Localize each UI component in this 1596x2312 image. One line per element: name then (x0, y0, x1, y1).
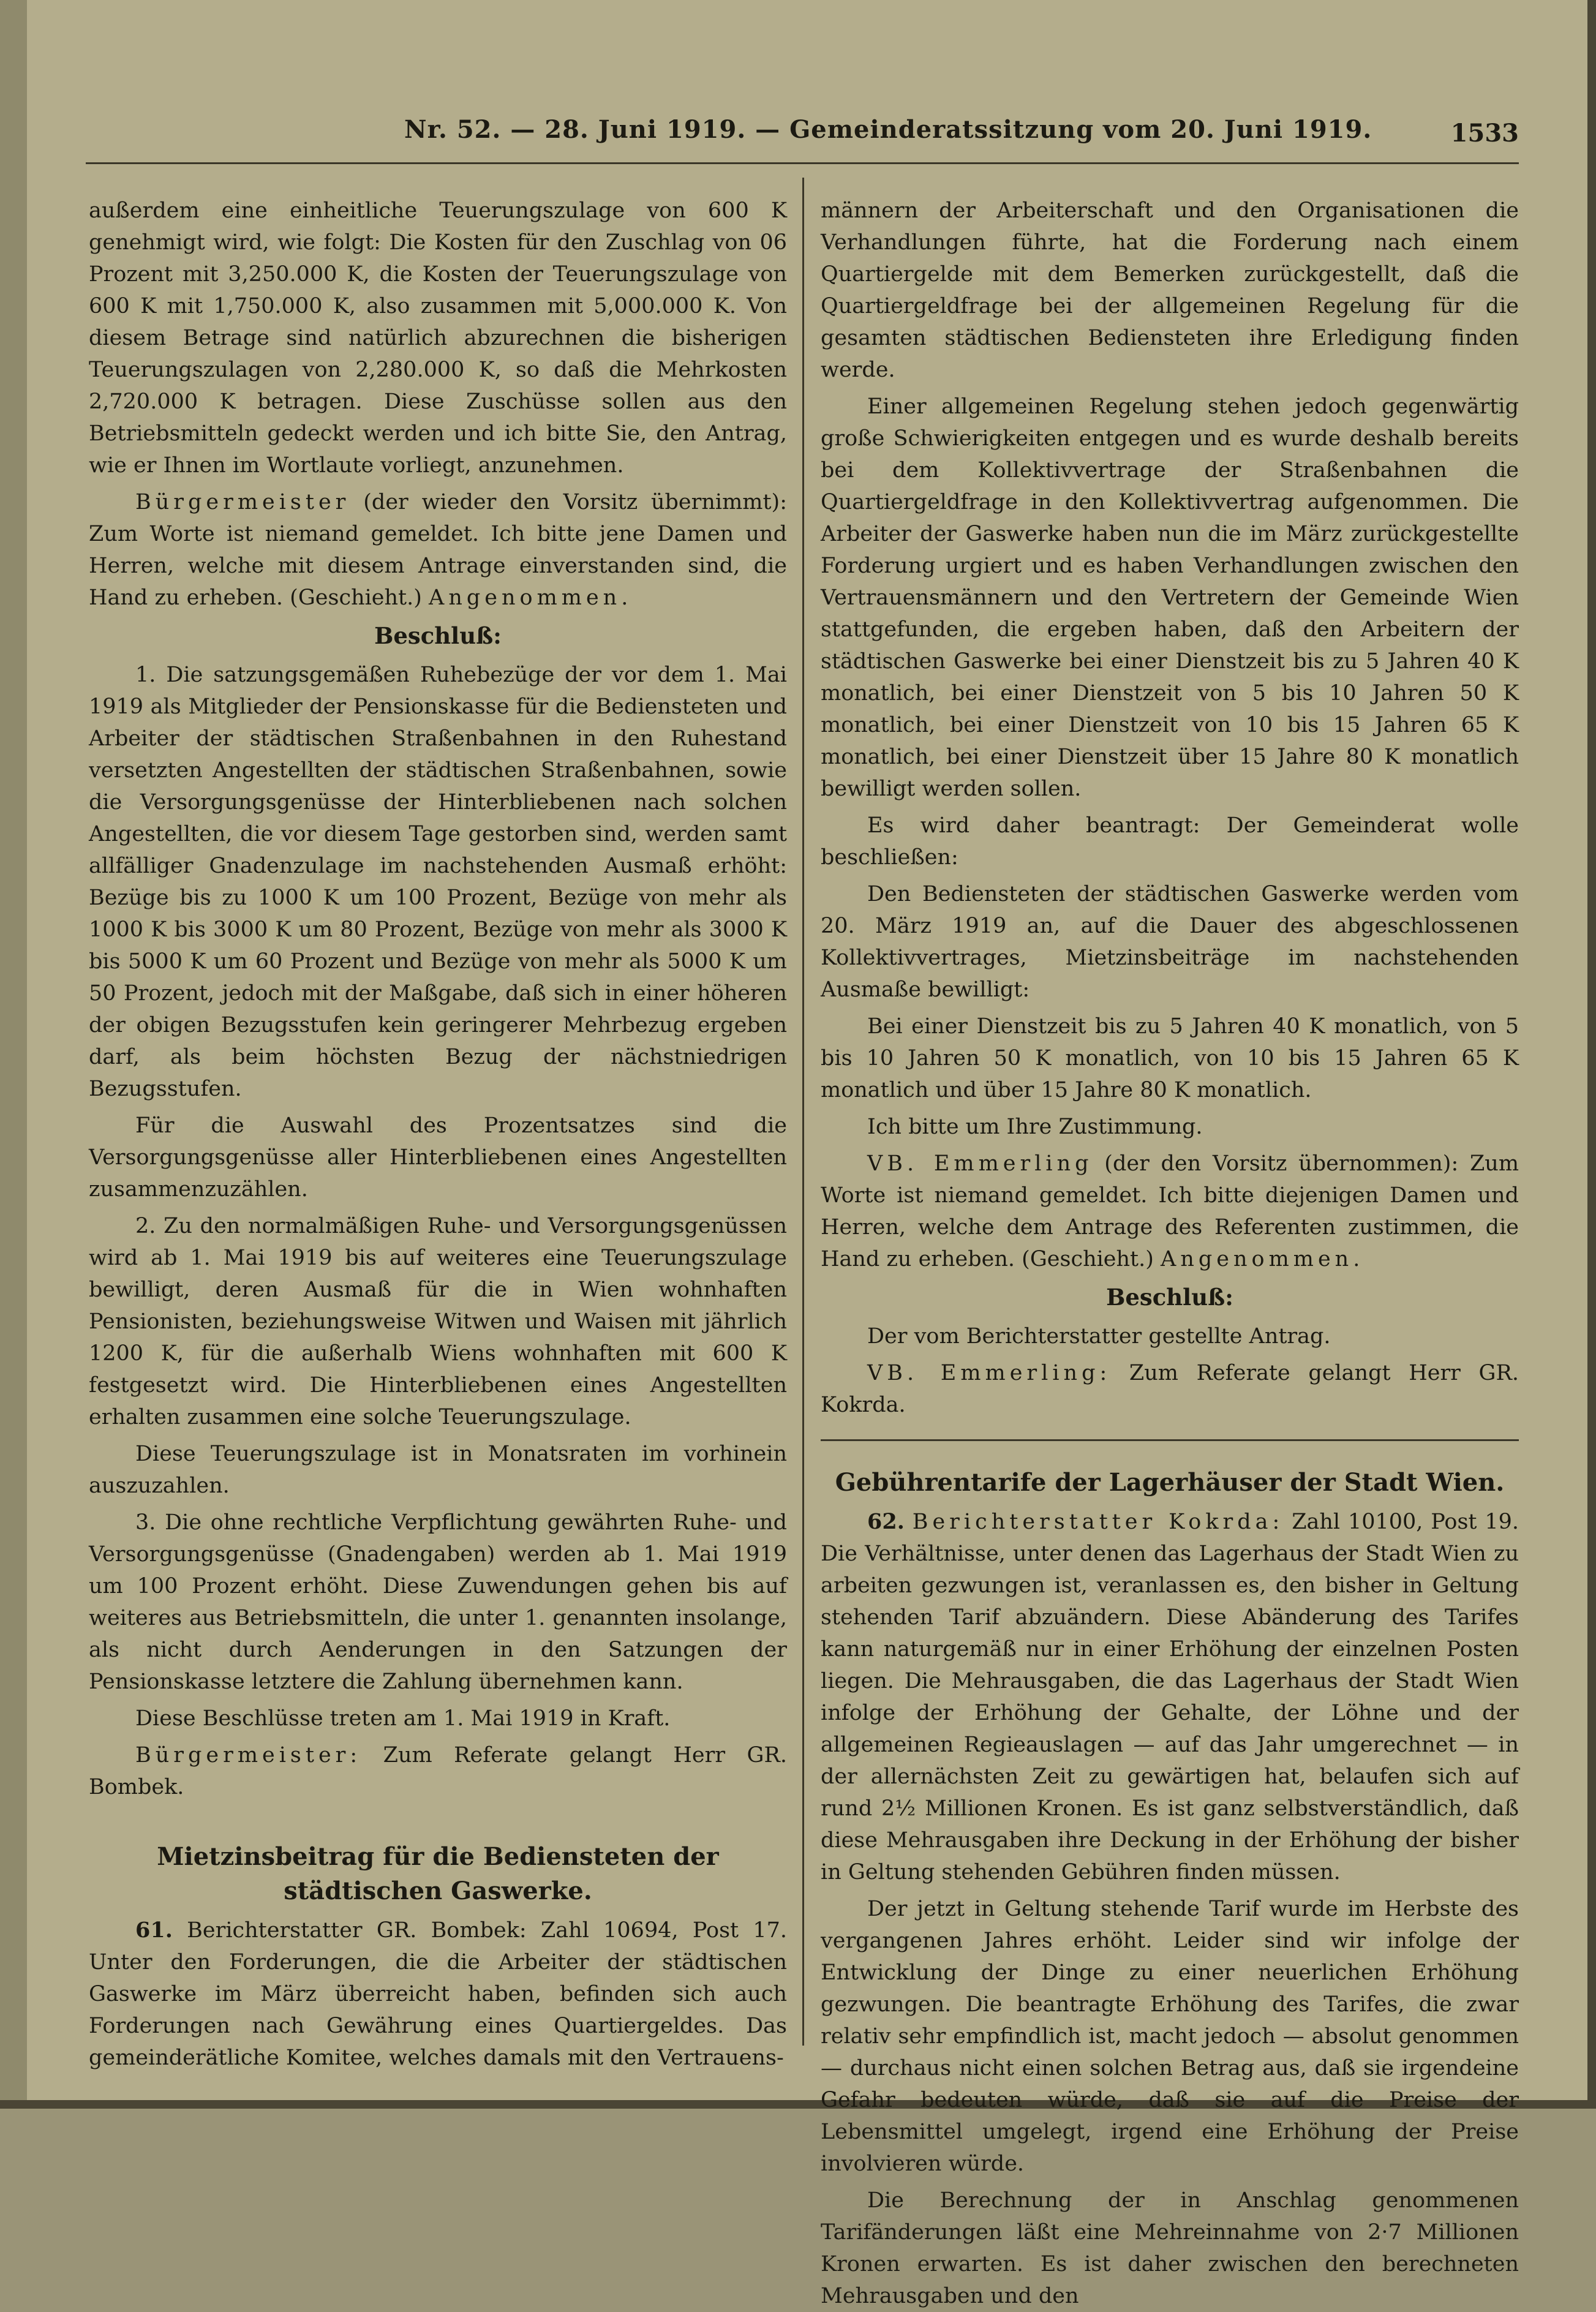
speech: Zahl 10100, Post 19. Die Verhältnisse, unter denen das Lagerhaus der Stadt Wien zu arbeiten gezwungen ist, veranlassen es, den bisher in Geltung stehenden Tarif abzuändern. Diese Abänderung des Tarifes kann naturgemäß nur in einer Erhöhung der einzelnen Posten liegen. Die Mehrausgaben, die das Lagerhaus der Stadt Wien infolge der Erhöhung der Gehalte, der Löhne und der allgemeinen Regieauslagen — auf das Jahr umgerechnet — in der allernächsten Zeit zu gewärtigen hat, belaufen sich auf rund 2½ Millionen Kronen. Es ist ganz selbstverständlich, daß diese Mehrausgaben ihre Deckung in der Erhöhung der bisher in Geltung stehenden Gebühren finden müssen. (821, 1510, 1519, 1885)
section-title: Gebührentarife der Lagerhäuser der Stadt Wien. (835, 1468, 1505, 1497)
beschluss-heading: Beschluß: (374, 622, 502, 649)
speech: (der wieder den Vorsitz übernimmt): Zum Worte ist niemand gemeldet. Ich bitte jene Damen und Herren, welche mit diesem Antrage einverstanden sind, die Hand zu erheben. (Geschieht.) (89, 490, 787, 610)
speech: (der den Vorsitz übernommen): Zum Worte ist niemand gemeldet. Ich bitte diejenigen Damen und Herren, welche dem Antrage des Referenten zustimmen, die Hand zu erheben. (Geschieht.) (821, 1151, 1519, 1271)
right-column (821, 195, 1519, 2308)
left-column (89, 195, 788, 2070)
section-title: Mietzinsbeitrag für die Bediensteten der städtischen Gaswerke. (157, 1842, 719, 1905)
paragraph: Für die Auswahl des Prozentsatzes sind die Versorgungsgenüsse aller Hinterbliebenen eines Angestellten zusammenzuzählen. (89, 1113, 787, 1202)
beschluss-heading: Beschluß: (1106, 1284, 1233, 1311)
paragraph (89, 486, 787, 614)
speech: Zum Referate gelangt Herr GR. Bombek. (89, 1743, 787, 1799)
paragraph (821, 1357, 1519, 1421)
paragraph: 1. Die satzungsgemäßen Ruhebezüge der vor dem 1. Mai 1919 als Mitglieder der Pensionskasse für die Bediensteten und Arbeiter der städtischen Straßenbahnen in den Ruhestand versetzten Angestellten der städtischen Straßenbahnen, sowie die Versorgungsgenüsse der Hinterbliebenen nach solchen Angestellten, die vor diesem Tage gestorben sind, werden samt allfälliger Gnadenzulage im nachstehenden Ausmaß erhöht: Bezüge bis zu 1000 K um 100 Prozent, Bezüge von mehr als 1000 K bis 3000 K um 80 Prozent, Bezüge von mehr als 3000 K bis 5000 K um 60 Prozent und Bezüge von mehr als 5000 K um 50 Prozent, jedoch mit der Maßgabe, daß sich in einer höheren der obigen Bezugsstufen kein geringerer Mehrbezug ergeben darf, als beim höchsten Bezug der nächstniedrigen Bezugsstufen. (89, 663, 787, 1101)
paragraph: Die Berechnung der in Anschlag genommenen Tarifänderungen läßt eine Mehreinnahme von 2·7 Millionen Kronen erwarten. Es ist daher zwischen den berechneten Mehrausgaben und den (821, 2188, 1519, 2308)
paragraph (821, 1506, 1519, 1888)
speaker: Berichterstatter Kokrda: (912, 1510, 1284, 1534)
paragraph: Diese Beschlüsse treten am 1. Mai 1919 in Kraft. (135, 1706, 671, 1731)
paragraph (821, 1148, 1519, 1275)
paragraph (89, 1915, 787, 2074)
speaker: Berichterstatter GR. Bombek: (187, 1918, 527, 1943)
paragraph (89, 1739, 787, 1803)
paragraph: Einer allgemeinen Regelung stehen jedoch gegenwärtig große Schwierigkeiten entgegen und es wurde deshalb bereits bei dem Kollektivvertrage der Straßenbahnen die Quartiergeldfrage in den Kollektivvertrag aufgenommen. Die Arbeiter der Gaswerke haben nun die im März zurückgestellte Forderung urgiert und es haben Verhandlungen zwischen den Vertrauensmännern und den Vertretern der Gemeinde Wien stattgefunden, die ergeben haben, daß den Arbeitern der städtischen Gaswerke bei einer Dienstzeit bis zu 5 Jahren 40 K monatlich, bei einer Dienstzeit von 5 bis 10 Jahren 50 K monatlich, bei einer Dienstzeit von 10 bis 15 Jahren 65 K monatlich, bei einer Dienstzeit über 15 Jahre 80 K monatlich bewilligt werden sollen. (821, 394, 1519, 801)
paragraph: Der vom Berichterstatter gestellte Antrag. (867, 1324, 1331, 1349)
vote-result: Angenommen. (429, 586, 633, 610)
page-number: 1533 (1450, 119, 1519, 148)
speech: Zum Referate gelangt Herr GR. Kokrda. (821, 1361, 1519, 1417)
running-header (86, 115, 1519, 158)
scan-left-margin (0, 0, 27, 2109)
paragraph: 3. Die ohne rechtliche Verpflichtung gewährten Ruhe- und Versorgungsgenüsse (Gnadengaben) werden ab 1. Mai 1919 um 100 Prozent erhöht. Diese Zuwendungen gehen bis auf weiteres aus Betriebsmitteln, die unter 1. genannten insolange, als nicht durch Aenderungen in den Satzungen der Pensionskasse letztere die Zahlung übernehmen kann. (89, 1510, 787, 1694)
speaker: Bürgermeister (135, 490, 350, 514)
paragraph: Es wird daher beantragt: Der Gemeinderat wolle beschließen: (821, 813, 1519, 870)
vote-result: Angenommen. (1161, 1247, 1365, 1271)
paragraph: Den Bediensteten der städtischen Gaswerke werden vom 20. März 1919 an, auf die Dauer des abgeschlossenen Kollektivvertrages, Mietzinsbeiträge im nachstehenden Ausmaße bewilligt: (821, 882, 1519, 1002)
item-number: 61. (135, 1918, 173, 1943)
paragraph: männern der Arbeiterschaft und den Organisationen die Verhandlungen führte, hat die Forderung nach einem Quartiergelde mit dem Bemerken zurückgestellt, daß die Quartiergeldfrage bei der allgemeinen Regelung für die gesamten städtischen Bediensteten ihre Erledigung finden werde. (821, 198, 1519, 382)
paragraph: 2. Zu den normalmäßigen Ruhe- und Versorgungsgenüssen wird ab 1. Mai 1919 bis auf weiteres eine Teuerungszulage bewilligt, deren Ausmaß für die in Wien wohnhaften Pensionisten, beziehungsweise Witwen und Waisen mit jährlich 1200 K, für die außerhalb Wiens wohnhaften mit 600 K festgesetzt wird. Die Hinterbliebenen eines Angestellten erhalten zusammen eine solche Teuerungszulage. (89, 1214, 787, 1429)
paragraph: Diese Teuerungszulage ist in Monatsraten im vorhinein auszuzahlen. (89, 1442, 787, 1498)
speaker: Bürgermeister: (135, 1743, 362, 1768)
column-divider (802, 178, 804, 2046)
speaker: VB. Emmerling: (867, 1361, 1112, 1385)
paragraph: Der jetzt in Geltung stehende Tarif wurde im Herbste des vergangenen Jahres erhöht. Leider sind wir infolge der Entwicklung der Dinge zu einer neuerlichen Erhöhung gezwungen. Die beantragte Erhöhung des Tarifes, die zwar relativ sehr empfindlich ist, macht jedoch — absolut genommen — durchaus nicht einen solchen Betrag aus, daß sie irgendeine Gefahr bedeuten würde, daß sie auf die Preise der Lebensmittel umgelegt, irgend eine Erhöhung der Preise involvieren würde. (821, 1897, 1519, 2176)
scan-right-edge (1587, 0, 1596, 2109)
speech: Zahl 10694, Post 17. Unter den Forderungen, die die Arbeiter der städtischen Gaswerke im März überreicht haben, befinden sich auch Forderungen nach Gewährung eines Quartiergeldes. Das gemeinderätliche Komitee, welches damals mit den Vertrauens- (89, 1918, 788, 2070)
section-rule (821, 1439, 1519, 1441)
paragraph: Bei einer Dienstzeit bis zu 5 Jahren 40 K monatlich, von 5 bis 10 Jahren 50 K monatlich, von 10 bis 15 Jahren 65 K monatlich und über 15 Jahre 80 K monatlich. (821, 1014, 1519, 1102)
paragraph: außerdem eine einheitliche Teuerungszulage von 600 K genehmigt wird, wie folgt: Die Kosten für den Zuschlag von 06 Prozent mit 3,250.000 K, die Kosten der Teuerungszulage von 600 K mit 1,750.000 K, also zusammen mit 5,000.000 K. Von diesem Betrage sind natürlich abzurechnen die bisherigen Teuerungszulagen von 2,280.000 K, so daß die Mehrkosten 2,720.000 K betragen. Diese Zuschüsse sollen aus den Betriebsmitteln gedeckt werden und ich bitte Sie, den Antrag, wie er Ihnen im Wortlaute vorliegt, anzunehmen. (89, 198, 787, 478)
paragraph: Ich bitte um Ihre Zustimmung. (867, 1115, 1203, 1139)
issue-line: Nr. 52. — 28. Juni 1919. — Gemeinderatssitzung vom 20. Juni 1919. (404, 115, 1372, 144)
speaker: VB. Emmerling (867, 1151, 1093, 1176)
item-number: 62. (867, 1509, 905, 1534)
header-rule (86, 162, 1519, 164)
